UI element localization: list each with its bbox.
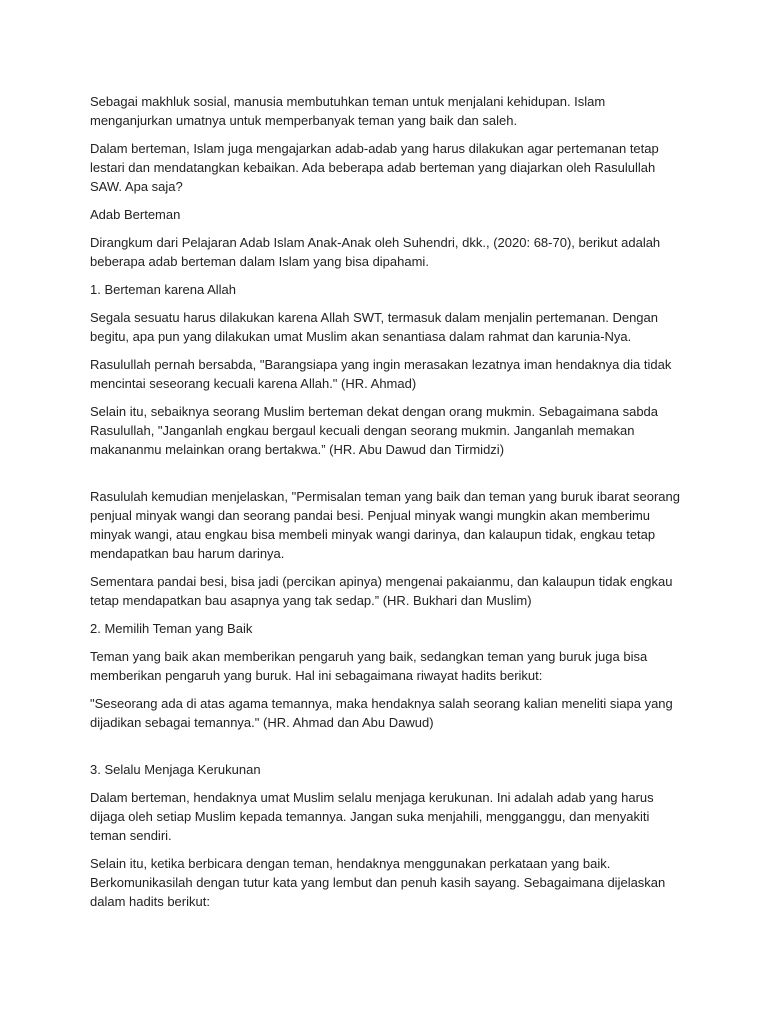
section-heading: Adab Berteman bbox=[90, 207, 181, 222]
quote-paragraph: "Seseorang ada di atas agama temannya, maka hendaknya salah seorang kalian meneliti siapa yang dijadikan sebagai temannya." (HR. Ahmad dan Abu Dawud) bbox=[90, 696, 673, 730]
paragraph: Segala sesuatu harus dilakukan karena Allah SWT, termasuk dalam menjalin pertemanan. Dengan begitu, apa pun yang dilakukan umat Muslim akan senantiasa dalam rahmat dan karunia-Nya. bbox=[90, 310, 658, 344]
quote-paragraph: Rasululah kemudian menjelaskan, "Permisalan teman yang baik dan teman yang buruk ibarat seorang penjual minyak wangi dan seorang pandai besi. Penjual minyak wangi mungkin akan memberimu minyak wangi, atau engkau bisa membeli minyak wangi darinya, dan kalaupun tidak, engkau tetap mendapatkan bau harum darinya. bbox=[90, 489, 680, 561]
paragraph: Dalam berteman, hendaknya umat Muslim selalu menjaga kerukunan. Ini adalah adab yang harus dijaga oleh setiap Muslim kepada temannya. Jangan suka menjahili, mengganggu, dan menyakiti teman sendiri. bbox=[90, 790, 654, 843]
paragraph: Teman yang baik akan memberikan pengaruh yang baik, sedangkan teman yang buruk juga bisa memberikan pengaruh yang buruk. Hal ini sebagaimana riwayat hadits berikut: bbox=[90, 649, 648, 683]
paragraph: Dirangkum dari Pelajaran Adab Islam Anak-Anak oleh Suhendri, dkk., (2020: 68-70), berikut adalah beberapa adab berteman dalam Islam yang bisa dipahami. bbox=[90, 235, 661, 269]
section-heading: 3. Selalu Menjaga Kerukunan bbox=[90, 762, 261, 777]
quote-paragraph: Sementara pandai besi, bisa jadi (percikan apinya) mengenai pakaianmu, dan kalaupun tidak engkau tetap mendapatkan bau asapnya yang tak sedap.” (HR. Bukhari dan Muslim) bbox=[90, 574, 673, 608]
section-heading: 1. Berteman karena Allah bbox=[90, 282, 236, 297]
section-heading: 2. Memilih Teman yang Baik bbox=[90, 621, 253, 636]
blank-line bbox=[90, 468, 682, 487]
blank-line bbox=[90, 741, 682, 760]
paragraph: Selain itu, ketika berbicara dengan teman, hendaknya menggunakan perkataan yang baik. Berkomunikasilah dengan tutur kata yang lembut dan penuh kasih sayang. Sebagaimana dijelaskan dalam hadits berikut: bbox=[90, 856, 666, 909]
document-page bbox=[90, 92, 682, 920]
quote-paragraph: Selain itu, sebaiknya seorang Muslim berteman dekat dengan orang mukmin. Sebagaimana sabda Rasulullah, "Janganlah engkau bergaul kecuali dengan seorang mukmin. Janganlah memakan makananmu melainkan orang bertakwa.” (HR. Abu Dawud dan Tirmidzi) bbox=[90, 404, 659, 457]
quote-paragraph: Rasulullah pernah bersabda, "Barangsiapa yang ingin merasakan lezatnya iman hendaknya dia tidak mencintai seseorang kecuali karena Allah." (HR. Ahmad) bbox=[90, 357, 672, 391]
intro-paragraph: Sebagai makhluk sosial, manusia membutuhkan teman untuk menjalani kehidupan. Islam menganjurkan umatnya untuk memperbanyak teman yang baik dan saleh. bbox=[90, 94, 606, 128]
paragraph: Dalam berteman, Islam juga mengajarkan adab-adab yang harus dilakukan agar pertemanan tetap lestari dan mendatangkan kebaikan. Ada beberapa adab berteman yang diajarkan oleh Rasulullah SAW. Apa saja? bbox=[90, 141, 659, 194]
